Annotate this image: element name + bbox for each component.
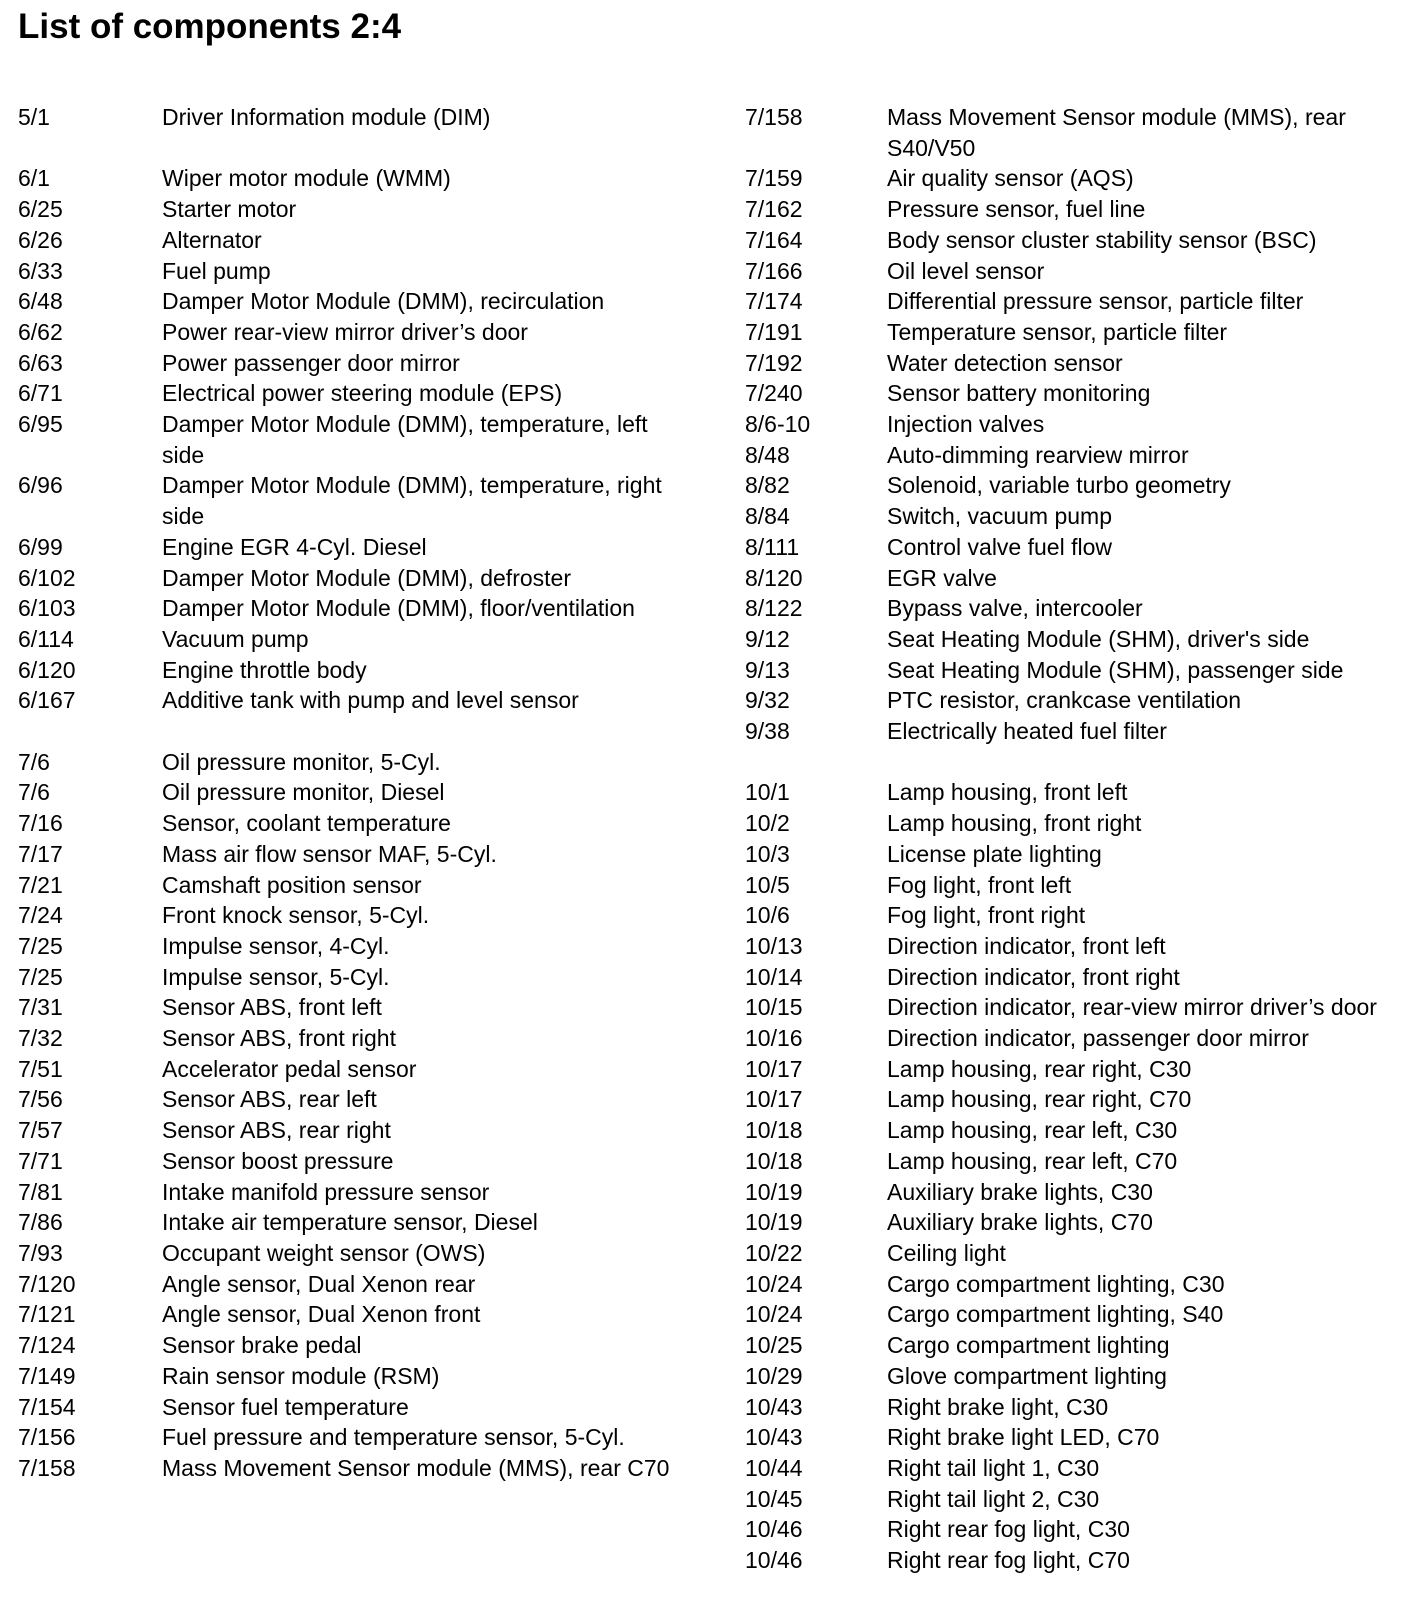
component-row — [18, 931, 708, 962]
component-row — [18, 470, 708, 531]
component-description: Oil pressure monitor, 5-Cyl. — [162, 748, 441, 775]
component-description: Auxiliary brake lights, C30 — [887, 1178, 1153, 1205]
component-code: 9/32 — [745, 687, 790, 714]
component-row — [18, 593, 708, 624]
component-code: 6/48 — [18, 288, 63, 315]
component-code: 8/48 — [745, 441, 790, 468]
component-description: Cargo compartment lighting, S40 — [887, 1301, 1224, 1328]
component-code: 10/13 — [745, 932, 803, 959]
component-code: 8/111 — [745, 533, 800, 560]
component-code: 9/13 — [745, 656, 790, 683]
component-row — [18, 1299, 708, 1330]
component-row — [18, 1330, 708, 1361]
component-description: Angle sensor, Dual Xenon rear — [162, 1270, 476, 1297]
component-code: 6/1 — [18, 165, 50, 192]
component-row — [745, 593, 1395, 624]
component-row — [18, 992, 708, 1023]
component-description: EGR valve — [887, 564, 997, 591]
component-row — [18, 378, 708, 409]
component-code: 7/24 — [18, 902, 63, 929]
component-row — [745, 440, 1395, 471]
component-description: Auto-dimming rearview mirror — [887, 441, 1189, 468]
page-title: List of components 2:4 — [18, 7, 402, 46]
component-code: 10/17 — [745, 1055, 803, 1082]
component-code: 7/120 — [18, 1270, 76, 1297]
component-row — [18, 286, 708, 317]
component-description: Sensor fuel temperature — [162, 1393, 409, 1420]
component-code: 6/71 — [18, 380, 63, 407]
component-code: 6/120 — [18, 656, 76, 683]
component-code: 7/6 — [18, 748, 50, 775]
component-row — [745, 870, 1395, 901]
component-code: 10/44 — [745, 1454, 803, 1481]
component-row — [745, 777, 1395, 808]
component-row — [18, 317, 708, 348]
component-row — [18, 870, 708, 901]
component-code: 6/25 — [18, 196, 63, 223]
component-row — [745, 900, 1395, 931]
component-description: Right tail light 2, C30 — [887, 1485, 1100, 1512]
component-code: 10/19 — [745, 1209, 803, 1236]
component-code: 7/240 — [745, 380, 803, 407]
component-description: Power rear-view mirror driver’s door — [162, 318, 528, 345]
component-description: Body sensor cluster stability sensor (BSC) — [887, 226, 1317, 253]
component-row — [18, 1115, 708, 1146]
component-description: Injection valves — [887, 411, 1045, 438]
component-description: Direction indicator, front left — [887, 932, 1166, 959]
component-row — [18, 1146, 708, 1177]
component-description: Right tail light 1, C30 — [887, 1454, 1100, 1481]
component-code: 7/192 — [745, 349, 803, 376]
component-code: 10/46 — [745, 1547, 803, 1574]
component-row — [745, 1422, 1395, 1453]
component-row — [18, 1238, 708, 1269]
section-spacer — [18, 133, 708, 164]
component-row — [745, 1177, 1395, 1208]
section-spacer — [18, 716, 708, 747]
component-code: 8/122 — [745, 595, 803, 622]
component-row — [745, 1084, 1395, 1115]
component-description: Sensor ABS, rear right — [162, 1117, 391, 1144]
component-description: Right rear fog light, C30 — [887, 1516, 1130, 1543]
component-row — [745, 808, 1395, 839]
components-column-right — [745, 102, 1395, 1576]
component-code: 7/71 — [18, 1147, 63, 1174]
component-code: 7/25 — [18, 963, 63, 990]
component-code: 7/158 — [745, 104, 803, 130]
component-description: Pressure sensor, fuel line — [887, 196, 1146, 223]
component-code: 7/174 — [745, 288, 803, 315]
component-description: Sensor ABS, front left — [162, 994, 382, 1021]
component-row — [18, 1177, 708, 1208]
component-code: 10/14 — [745, 963, 803, 990]
component-code: 6/33 — [18, 257, 63, 284]
component-row — [18, 1084, 708, 1115]
component-description: Differential pressure sensor, particle filter — [887, 288, 1304, 315]
component-description: Switch, vacuum pump — [887, 503, 1112, 530]
component-row — [745, 716, 1395, 747]
component-code: 7/81 — [18, 1178, 63, 1205]
component-row — [745, 1330, 1395, 1361]
component-description: Direction indicator, front right — [887, 963, 1180, 990]
component-row — [745, 1514, 1395, 1545]
component-row — [18, 348, 708, 379]
component-code: 10/15 — [745, 994, 803, 1021]
components-column-left — [18, 102, 708, 1484]
component-row — [18, 532, 708, 563]
component-row — [18, 409, 708, 470]
component-description: Lamp housing, front right — [887, 810, 1142, 837]
component-code: 10/46 — [745, 1516, 803, 1543]
component-description: Lamp housing, rear left, C30 — [887, 1117, 1178, 1144]
component-description: Mass Movement Sensor module (MMS), rear S40/V50 — [887, 104, 1346, 161]
component-row — [745, 1054, 1395, 1085]
component-code: 6/95 — [18, 411, 63, 438]
component-row — [18, 256, 708, 287]
component-code: 10/24 — [745, 1301, 803, 1328]
component-description: Fuel pressure and temperature sensor, 5-Cyl. — [162, 1424, 625, 1451]
component-description: Lamp housing, rear right, C30 — [887, 1055, 1192, 1082]
component-description: Right rear fog light, C70 — [887, 1547, 1130, 1574]
component-code: 10/18 — [745, 1147, 803, 1174]
component-code: 7/164 — [745, 226, 803, 253]
component-row — [18, 163, 708, 194]
component-code: 10/24 — [745, 1270, 803, 1297]
component-description: Damper Motor Module (DMM), temperature, right side — [162, 472, 662, 530]
component-description: Sensor boost pressure — [162, 1147, 394, 1174]
component-row — [745, 1361, 1395, 1392]
component-code: 7/6 — [18, 779, 50, 806]
component-code: 9/38 — [745, 718, 790, 745]
component-description: Direction indicator, rear-view mirror driver’s door — [887, 994, 1377, 1021]
component-description: Lamp housing, front left — [887, 779, 1128, 806]
component-row — [745, 839, 1395, 870]
component-row — [745, 685, 1395, 716]
component-code: 6/62 — [18, 318, 63, 345]
component-row — [18, 1207, 708, 1238]
component-row — [745, 409, 1395, 440]
component-description: Lamp housing, rear right, C70 — [887, 1086, 1192, 1113]
component-code: 7/57 — [18, 1117, 63, 1144]
component-description: Auxiliary brake lights, C70 — [887, 1209, 1153, 1236]
component-row — [745, 256, 1395, 287]
component-description: Power passenger door mirror — [162, 349, 460, 376]
component-row — [745, 655, 1395, 686]
component-description: Mass Movement Sensor module (MMS), rear C70 — [162, 1454, 670, 1481]
component-description: Oil level sensor — [887, 257, 1045, 284]
component-row — [745, 1269, 1395, 1300]
component-description: Glove compartment lighting — [887, 1362, 1167, 1389]
component-description: Sensor ABS, front right — [162, 1025, 396, 1052]
component-description: Lamp housing, rear left, C70 — [887, 1147, 1178, 1174]
component-code: 10/25 — [745, 1332, 803, 1359]
component-row — [18, 1361, 708, 1392]
component-code: 7/158 — [18, 1454, 76, 1481]
section-spacer — [745, 747, 1395, 778]
component-row — [745, 1146, 1395, 1177]
component-row — [18, 1269, 708, 1300]
component-description: Bypass valve, intercooler — [887, 595, 1143, 622]
component-code: 8/84 — [745, 503, 790, 530]
component-description: Seat Heating Module (SHM), driver's side — [887, 625, 1310, 652]
component-row — [745, 286, 1395, 317]
component-description: Impulse sensor, 4-Cyl. — [162, 932, 390, 959]
component-row — [18, 747, 708, 778]
component-code: 5/1 — [18, 104, 50, 130]
component-row — [745, 1023, 1395, 1054]
component-row — [18, 685, 708, 716]
component-row — [18, 1054, 708, 1085]
component-row — [745, 470, 1395, 501]
component-code: 8/82 — [745, 472, 790, 499]
component-description: Starter motor — [162, 196, 297, 223]
component-code: 10/17 — [745, 1086, 803, 1113]
component-row — [18, 900, 708, 931]
component-row — [745, 501, 1395, 532]
component-description: Control valve fuel flow — [887, 533, 1112, 560]
component-code: 6/96 — [18, 472, 63, 499]
component-code: 10/16 — [745, 1025, 803, 1052]
component-row — [745, 317, 1395, 348]
component-description: Fog light, front right — [887, 902, 1086, 929]
component-description: Driver Information module (DIM) — [162, 104, 491, 130]
component-code: 6/167 — [18, 687, 76, 714]
component-description: Impulse sensor, 5-Cyl. — [162, 963, 390, 990]
component-description: Alternator — [162, 226, 262, 253]
component-row — [745, 1545, 1395, 1576]
component-description: Sensor battery monitoring — [887, 380, 1151, 407]
component-description: Occupant weight sensor (OWS) — [162, 1239, 486, 1266]
component-code: 7/21 — [18, 871, 63, 898]
component-row — [18, 777, 708, 808]
component-description: Electrical power steering module (EPS) — [162, 380, 563, 407]
component-description: Mass air flow sensor MAF, 5-Cyl. — [162, 840, 497, 867]
component-row — [18, 962, 708, 993]
component-row — [745, 624, 1395, 655]
component-row — [745, 1299, 1395, 1330]
component-row — [18, 1392, 708, 1423]
component-row — [18, 563, 708, 594]
component-row — [745, 931, 1395, 962]
component-row — [745, 378, 1395, 409]
component-description: Camshaft position sensor — [162, 871, 422, 898]
component-description: Sensor ABS, rear left — [162, 1086, 377, 1113]
component-code: 6/99 — [18, 533, 63, 560]
component-description: Temperature sensor, particle filter — [887, 318, 1228, 345]
component-description: Sensor, coolant temperature — [162, 810, 451, 837]
component-row — [745, 1207, 1395, 1238]
component-code: 7/31 — [18, 994, 63, 1021]
component-row — [745, 962, 1395, 993]
component-code: 7/149 — [18, 1362, 76, 1389]
component-description: Air quality sensor (AQS) — [887, 165, 1134, 192]
component-code: 7/17 — [18, 840, 63, 867]
component-description: Direction indicator, passenger door mirror — [887, 1025, 1309, 1052]
component-description: Rain sensor module (RSM) — [162, 1362, 440, 1389]
component-row — [745, 1484, 1395, 1515]
component-code: 7/93 — [18, 1239, 63, 1266]
component-row — [18, 1023, 708, 1054]
component-description: Damper Motor Module (DMM), floor/ventilation — [162, 595, 635, 622]
component-code: 10/29 — [745, 1362, 803, 1389]
component-code: 7/86 — [18, 1209, 63, 1236]
component-row — [745, 1392, 1395, 1423]
component-code: 7/162 — [745, 196, 803, 223]
component-code: 8/120 — [745, 564, 803, 591]
component-code: 7/191 — [745, 318, 803, 345]
component-description: Damper Motor Module (DMM), recirculation — [162, 288, 605, 315]
component-row — [18, 808, 708, 839]
component-code: 7/32 — [18, 1025, 63, 1052]
component-code: 7/16 — [18, 810, 63, 837]
component-description: Engine EGR 4-Cyl. Diesel — [162, 533, 427, 560]
component-description: Water detection sensor — [887, 349, 1123, 376]
component-row — [18, 1422, 708, 1453]
component-row — [18, 194, 708, 225]
component-code: 7/156 — [18, 1424, 76, 1451]
component-code: 6/103 — [18, 595, 76, 622]
component-code: 10/6 — [745, 902, 790, 929]
component-code: 10/18 — [745, 1117, 803, 1144]
component-row — [745, 1453, 1395, 1484]
component-description: Right brake light LED, C70 — [887, 1424, 1160, 1451]
component-row — [745, 348, 1395, 379]
component-description: Right brake light, C30 — [887, 1393, 1109, 1420]
component-row — [18, 624, 708, 655]
component-row — [745, 163, 1395, 194]
component-row — [745, 1115, 1395, 1146]
component-code: 10/1 — [745, 779, 790, 806]
component-code: 6/114 — [18, 625, 74, 652]
component-description: Front knock sensor, 5-Cyl. — [162, 902, 430, 929]
component-row — [745, 102, 1395, 163]
component-code: 10/22 — [745, 1240, 803, 1266]
component-code: 7/121 — [18, 1301, 76, 1328]
component-code: 10/43 — [745, 1424, 803, 1451]
component-code: 7/56 — [18, 1086, 63, 1113]
component-code: 7/159 — [745, 165, 803, 192]
component-code: 10/45 — [745, 1485, 803, 1512]
component-row — [745, 563, 1395, 594]
component-description: Cargo compartment lighting — [887, 1332, 1170, 1359]
component-row — [18, 839, 708, 870]
component-code: 6/26 — [18, 226, 63, 253]
component-code: 10/5 — [745, 871, 790, 898]
component-description: Seat Heating Module (SHM), passenger side — [887, 656, 1344, 683]
component-code: 8/6-10 — [745, 411, 811, 438]
component-description: Oil pressure monitor, Diesel — [162, 779, 445, 806]
component-code: 7/124 — [18, 1332, 76, 1359]
component-code: 7/166 — [745, 257, 803, 284]
component-description: Intake air temperature sensor, Diesel — [162, 1209, 538, 1236]
component-row — [745, 992, 1395, 1023]
component-code: 6/102 — [18, 564, 76, 591]
component-row — [18, 655, 708, 686]
component-row — [745, 1238, 1395, 1269]
component-code: 7/154 — [18, 1393, 76, 1420]
component-code: 6/63 — [18, 349, 63, 376]
component-code: 10/3 — [745, 840, 790, 867]
component-description: Accelerator pedal sensor — [162, 1055, 417, 1082]
component-description: Fog light, front left — [887, 871, 1072, 898]
component-description: Angle sensor, Dual Xenon front — [162, 1301, 481, 1328]
component-row — [18, 225, 708, 256]
component-row — [745, 194, 1395, 225]
component-code: 9/12 — [745, 625, 790, 652]
component-description: PTC resistor, crankcase ventilation — [887, 687, 1242, 714]
component-code: 10/19 — [745, 1178, 803, 1205]
component-description: License plate lighting — [887, 840, 1102, 867]
component-code: 10/2 — [745, 810, 790, 837]
component-description: Cargo compartment lighting, C30 — [887, 1270, 1225, 1297]
component-description: Fuel pump — [162, 257, 271, 284]
component-description: Additive tank with pump and level sensor — [162, 687, 579, 714]
component-description: Electrically heated fuel filter — [887, 718, 1167, 745]
component-row — [745, 225, 1395, 256]
component-code: 7/25 — [18, 932, 63, 959]
component-code: 10/43 — [745, 1393, 803, 1420]
component-description: Ceiling light — [887, 1240, 1006, 1266]
component-code: 7/51 — [18, 1055, 63, 1082]
component-description: Damper Motor Module (DMM), defroster — [162, 564, 571, 591]
component-description: Intake manifold pressure sensor — [162, 1178, 490, 1205]
component-description: Sensor brake pedal — [162, 1332, 362, 1359]
component-row — [18, 102, 708, 133]
component-description: Damper Motor Module (DMM), temperature, left side — [162, 411, 648, 468]
component-row — [18, 1453, 708, 1484]
component-description: Engine throttle body — [162, 656, 367, 683]
component-description: Vacuum pump — [162, 625, 309, 652]
component-description: Wiper motor module (WMM) — [162, 165, 451, 192]
component-row — [745, 532, 1395, 563]
component-description: Solenoid, variable turbo geometry — [887, 472, 1231, 499]
